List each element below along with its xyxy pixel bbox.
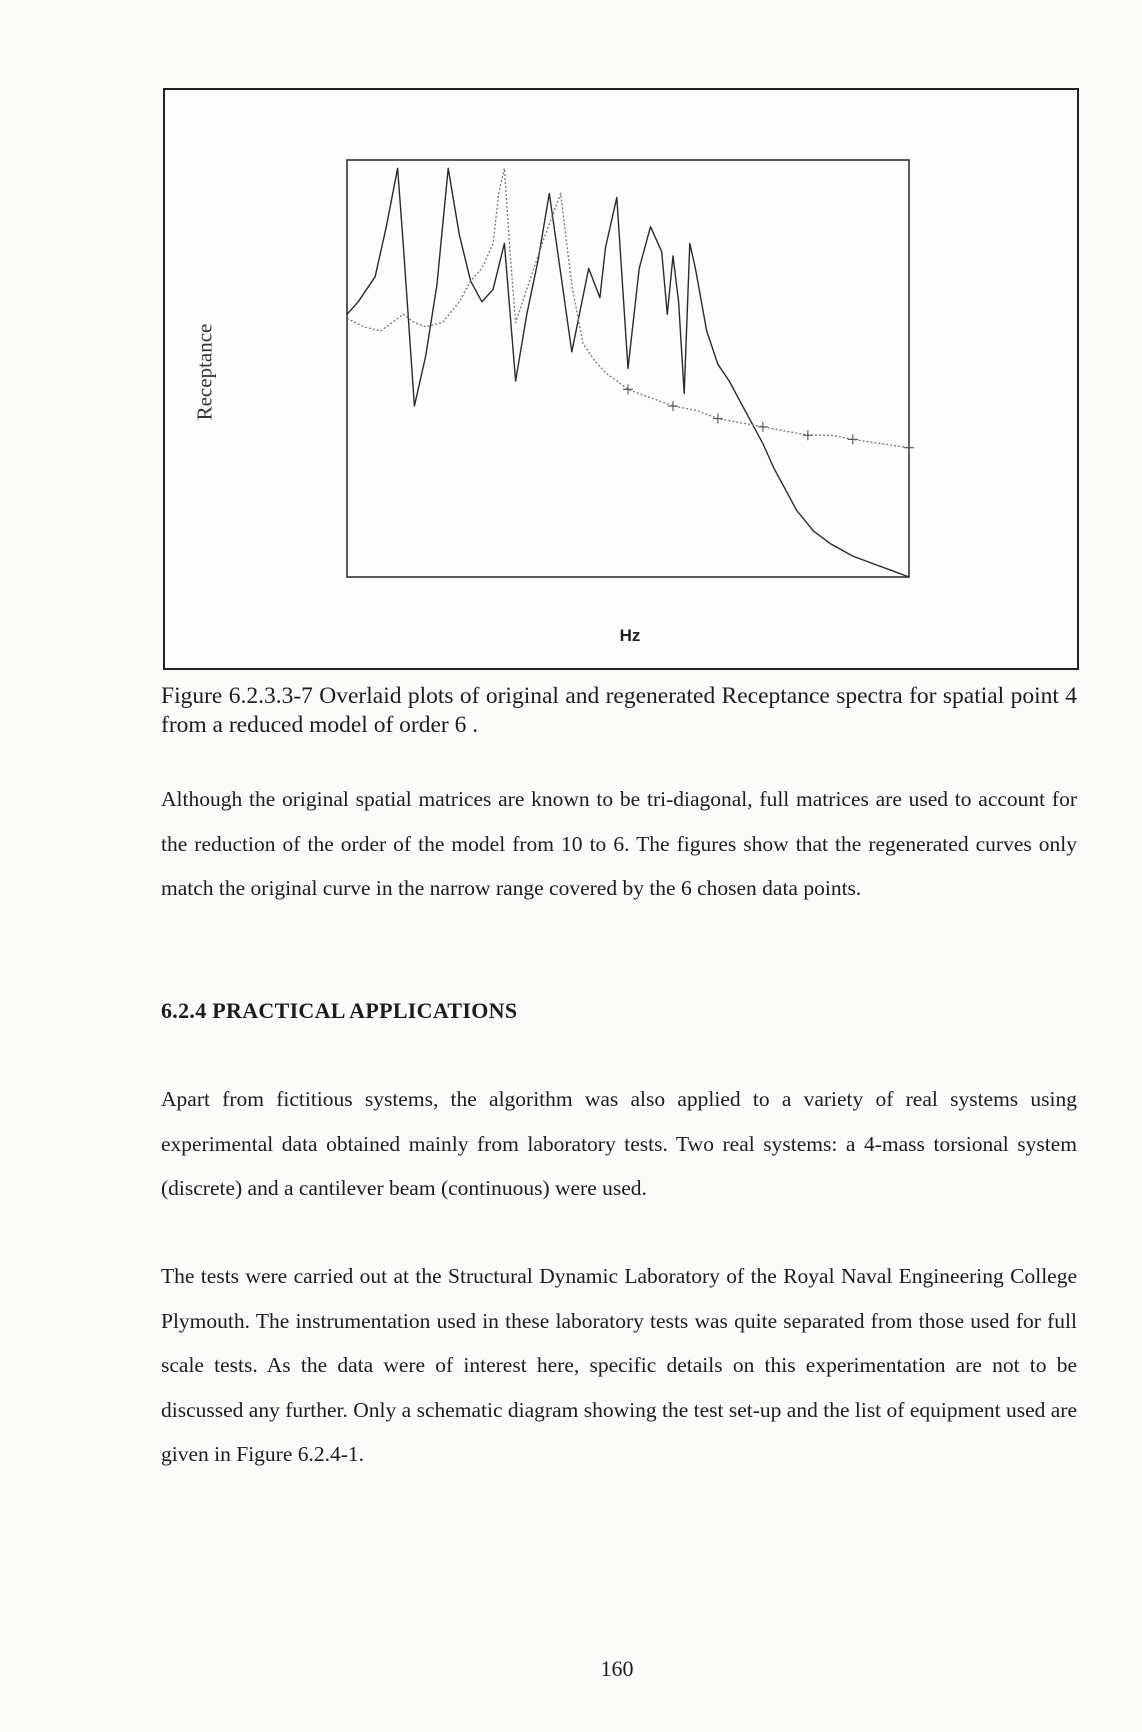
paragraph-2: Apart from fictitious systems, the algorithm was also applied to a variety of real systems using experimental data obtained mainly from laboratory tests. Two real systems: a 4-mass torsional system (discrete) and a cantilever beam (continuous) were used. (161, 1087, 1077, 1200)
figure-caption: Figure 6.2.3.3-7 Overlaid plots of original and regenerated Receptance spectra for spatial point 4 from a reduced model of order 6 . (161, 683, 1077, 738)
paragraph-3: The tests were carried out at the Structural Dynamic Laboratory of the Royal Naval Engineering College Plymouth. The instrumentation used in these laboratory tests was quite separated from those used for full scale tests. As the data were of interest here, specific details on this experimentation are not to be discussed any further. Only a schematic diagram showing the test set-up and the list of equipment used are given in Figure 6.2.4-1. (161, 1264, 1077, 1466)
regenerated-marker (623, 384, 633, 394)
series-line-regenerated (347, 168, 909, 447)
receptance-chart (0, 0, 1142, 760)
section-heading: 6.2.4 PRACTICAL APPLICATIONS (161, 998, 518, 1023)
y-axis-label: Receptance (192, 323, 217, 421)
series-line-original (347, 168, 909, 577)
page-number: 160 (600, 1656, 634, 1681)
paragraph-1: Although the original spatial matrices are known to be tri-diagonal, full matrices are used to account for the reduction of the order of the model from 10 to 6. The figures show that the regenerated curves only match the original curve in the narrow range covered by the 6 chosen data points. (161, 787, 1077, 900)
regenerated-marker (848, 434, 858, 444)
x-axis-label: Hz (619, 626, 641, 645)
regenerated-marker (904, 443, 914, 453)
regenerated-marker (713, 414, 723, 424)
regenerated-marker (803, 430, 813, 440)
regenerated-marker (758, 422, 768, 432)
regenerated-marker (668, 401, 678, 411)
